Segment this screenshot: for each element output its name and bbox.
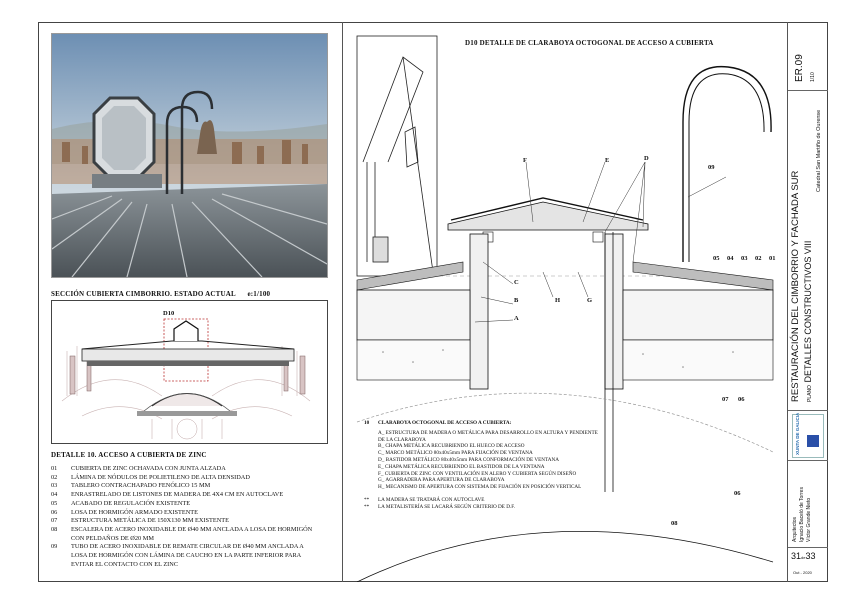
legend-row: 01 CUBIERTA DE ZINC OCHAVADA CON JUNTA ALZADA	[51, 465, 226, 472]
detail10-legend	[51, 465, 321, 569]
detail10-title: DETALLE 10. ACCESO A CUBIERTA DE ZINC	[51, 451, 207, 459]
skylight-item: H_ MECANISMO DE APERTURA CON SISTEMA DE FIJACIÓN EN POSICIÓN VERTICAL	[378, 484, 582, 491]
label-G: G	[587, 297, 593, 304]
label-01: 01	[769, 255, 776, 262]
roof-photo	[51, 33, 328, 278]
label-C: C	[514, 279, 519, 286]
project-title: RESTAURACIÓN DEL CIMBORRIO Y FACHADA SUR	[790, 170, 801, 402]
sheet-sub: 1/10	[810, 72, 816, 82]
label-06-lower: 06	[734, 490, 741, 497]
legend-row: 09 TUBO DE ACERO INOXIDABLE DE REMATE CIRCULAR DE Ø40 MM ANCLADA A LOSA DE HORMIGÓN CON LÁMINA DE CAUCHO EN LA PARTE INFERIOR PARA EVITAR EL CONTACTO CON EL ZINC	[51, 543, 304, 568]
label-04: 04	[727, 255, 734, 262]
tb-divider	[788, 90, 828, 91]
skylight-item: E_ CHAPA METÁLICA RECUBRIENDO EL BASTIDOR DE LA VENTANA	[378, 463, 545, 470]
skylight-item: G_ AGARRADERA PARA APERTURA DE CLARABOYA	[378, 477, 505, 484]
skylight-item: A_ ESTRUCTURA DE MADERA O METÁLICA PARA DESARROLLO EN ALTURA Y PENDIENTE DE LA CLARABOYA	[378, 429, 598, 443]
section-title	[51, 290, 270, 298]
tb-divider	[788, 460, 828, 461]
skylight-note: ** LA MADERA SE TRATARÁ CON AUTOCLAVE	[364, 496, 485, 503]
roof-photo-illustration	[52, 34, 327, 277]
architect-1: Ignacio Baceló de Torres	[799, 487, 805, 542]
label-D: D	[644, 155, 649, 162]
label-07: 07	[722, 396, 729, 403]
drawing-title: D10 DETALLE DE CLARABOYA OCTOGONAL DE ACCESO A CUBIERTA	[465, 39, 714, 47]
skylight-item: F_ CUBIERTA DE ZINC CON VENTILACIÓN EN ALERO Y CUBIERTA SEGÚN DISEÑO	[378, 470, 577, 477]
legend-row: 04 ENRASTRELADO DE LISTONES DE MADERA DE 4X4 CM EN AUTOCLAVE	[51, 491, 284, 499]
skylight-notes	[364, 420, 599, 511]
legend-row: 03 TABLERO CONTRACHAPADO FENÓLICO 15 MM	[51, 482, 211, 490]
legend-row: 02 LÁMINA DE NÓDULOS DE POLIETILENO DE ALTA DENSIDAD	[51, 473, 250, 481]
label-F: F	[523, 157, 527, 164]
label-05: 05	[713, 255, 720, 262]
label-09: 09	[708, 164, 715, 171]
section-drawing	[52, 301, 325, 441]
tb-divider	[788, 547, 828, 548]
sheet-number: 31de33	[791, 551, 816, 561]
skylight-item: C_ MARCO METÁLICO 80x40x5mm PARA FIJACIÓN DE VENTANA	[378, 450, 533, 457]
xunta-logo: XUNTA DE GALICIA	[792, 414, 824, 458]
skylight-heading: 10 CLARABOYA OCTOGONAL DE ACCESO A CUBIERTA:	[364, 420, 512, 426]
section-scale: e:1/100	[247, 290, 271, 298]
legend-row: 06 LOSA DE HORMIGÓN ARMADO EXISTENTE	[51, 508, 198, 516]
skylight-item: B_ CHAPA METÁLICA RECUBRIENDO EL HUECO DE ACCESO	[378, 443, 525, 450]
legend-row: 08 ESCALERA DE ACERO INOXIDABLE DE Ø40 MM ANCLADA A LOSA DE HORMIGÓN CON PELDAÑOS DE Ø20 MM	[51, 525, 313, 542]
architect-2: Víctor Grande Nieto	[806, 497, 812, 542]
section-marker: D10	[163, 310, 175, 317]
titleblock	[788, 22, 828, 582]
section-title-text: SECCIÓN CUBIERTA CIMBORRIO. ESTADO ACTUAL	[51, 290, 236, 298]
plan-title: PLANO DETALLES CONSTRUCTIVOS VIII	[803, 240, 813, 402]
label-08: 08	[671, 520, 678, 527]
label-H: H	[555, 297, 561, 304]
label-03: 03	[741, 255, 748, 262]
client-name: Catedral San Martiño de Ourense	[816, 109, 822, 192]
label-B: B	[514, 297, 519, 304]
skylight-note: ** LA METALISTERÍA SE LACARÁ SEGÚN CRITERIO DE D.F.	[364, 503, 516, 510]
label-A: A	[514, 315, 519, 322]
skylight-item: D_ BASTIDOR METÁLICO 80x40x5mm PARA CONFORMACIÓN DE VENTANA	[378, 456, 560, 463]
sheet-date: Out - 2020	[793, 570, 812, 575]
tb-divider	[788, 410, 828, 411]
legend-row: 05 ACABADO DE REGULACIÓN EXISTENTE	[51, 499, 191, 507]
architects: Arquitectos	[792, 516, 798, 542]
eu-flag-icon	[807, 435, 819, 447]
sheet-code: ER.09	[794, 54, 805, 82]
legend-row: 07 ESTRUCTURA METÁLICA DE 150X130 MM EXISTENTE	[51, 517, 229, 525]
label-06: 06	[738, 396, 745, 403]
label-02: 02	[755, 255, 762, 262]
label-E: E	[605, 157, 610, 164]
